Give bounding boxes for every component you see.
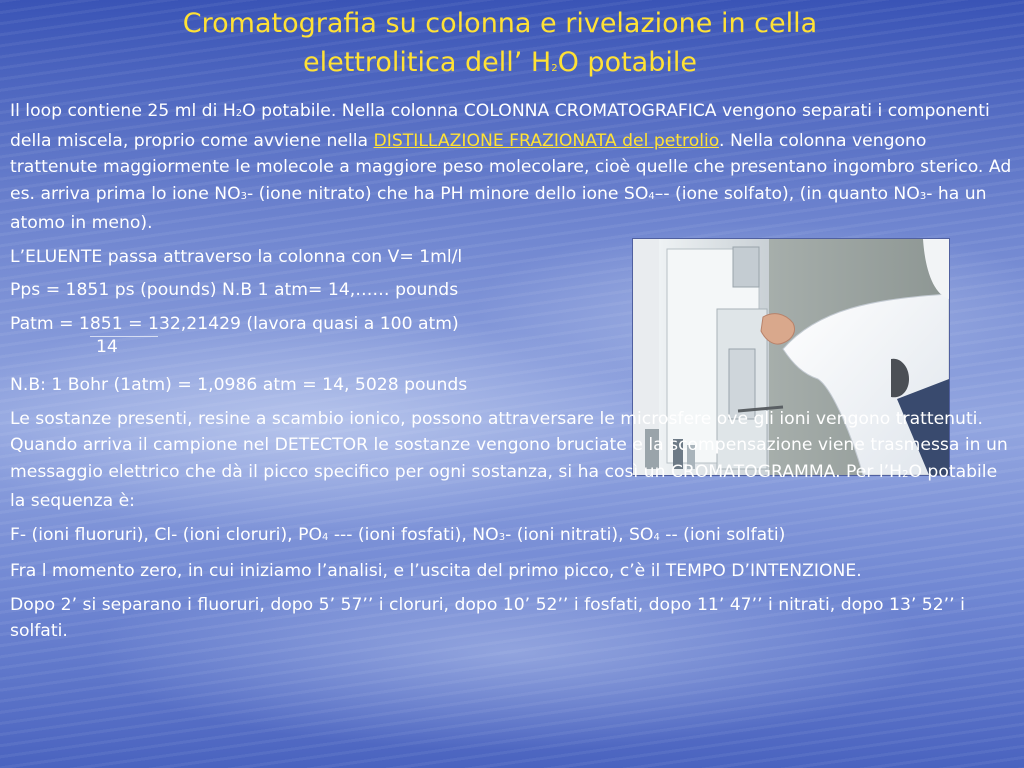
text: . Nella colonna vengono trattenute maggiormente le molecole a maggiore peso molecolare, cioè quelle che presentano ingombro sterico. Ad es. arriva prima lo ione NO [10, 130, 1012, 204]
title-text: elettrolitica dell’ H [303, 47, 552, 78]
text: –- (ione solfato), (in quanto NO [654, 183, 920, 204]
text: F- (ioni fluoruri), Cl- (ioni cloruri), PO [10, 524, 322, 545]
paragraph-patm: Patm = 1851 = 132,21429 (lavora quasi a 100 atm) [10, 313, 459, 334]
text: --- (ioni fosfati), NO [328, 524, 499, 545]
text: O potabile. Nella colonna COLONNA CROMATOGRAFICA vengono separati i componenti della miscela, proprio come avviene nella [10, 101, 990, 151]
paragraph-detector [10, 406, 1015, 515]
subscript: 2 [551, 63, 558, 74]
text: Le sostanze presenti, resine a scambio ionico, possono attraversare le microsfere ove gli ioni vengono trattenuti. Quando arriva il campione nel DETECTOR le sostanze vengono bruciate e la scompensazione viene trasmessa in un messaggio elettrico che dà il picco specifico per ogni sostanza, si ha così un CROMATOGRAMMA. Per l’H [10, 408, 1008, 482]
paragraph-pps: Pps = 1851 ps (pounds) N.B 1 atm= 14,…… pounds [10, 280, 459, 300]
subscript: 4 [322, 531, 329, 543]
slide-body [10, 98, 1015, 652]
paragraph-eluente: L’ELUENTE passa attraverso la colonna con V= 1ml/l [10, 246, 463, 267]
text: -- (ioni solfati) [659, 524, 786, 545]
text: Il loop contiene 25 ml di H [10, 101, 236, 121]
text: - (ione nitrato) che ha PH minore dello ione SO [247, 183, 649, 204]
paragraph-ions [10, 522, 1015, 552]
subscript: 2 [902, 468, 909, 480]
title-text: O potabile [557, 47, 697, 78]
paragraph-loop [10, 98, 1015, 237]
title-line-2 [90, 43, 910, 88]
subscript: 2 [235, 108, 243, 119]
subscript: 4 [648, 190, 655, 202]
fraction-denominator [10, 333, 628, 365]
paragraph-tempi-separazione: Dopo 2’ si separano i fluoruri, dopo 5’ 57’’ i cloruri, dopo 10’ 52’’ i fosfati, dopo 11’ 47’’ i nitrati, dopo 13’ 52’’ i solfati. [10, 594, 965, 641]
slide-title [90, 4, 910, 88]
subscript: 3 [919, 190, 927, 202]
text: - ha un atomo in meno). [10, 183, 987, 233]
subscript: 3 [240, 190, 247, 202]
paragraph-bohr: N.B: 1 Bohr (1atm) = 1,0986 atm = 14, 5028 pounds [10, 375, 468, 395]
link-distillazione-frazionata[interactable]: DISTILLAZIONE FRAZIONATA del petrolio [373, 130, 720, 151]
denominator: 14 [96, 337, 118, 357]
title-line-1: Cromatografia su colonna e rivelazione in cella [182, 8, 818, 39]
text: O potabile la sequenza è: [10, 461, 998, 511]
paragraph-tempo: Fra l momento zero, in cui iniziamo l’analisi, e l’uscita del primo picco, c’è il TEMPO D’INTENZIONE. [10, 561, 862, 581]
text: - (ioni nitrati), SO [505, 524, 654, 545]
subscript: 4 [653, 531, 660, 543]
subscript: 3 [498, 531, 506, 543]
